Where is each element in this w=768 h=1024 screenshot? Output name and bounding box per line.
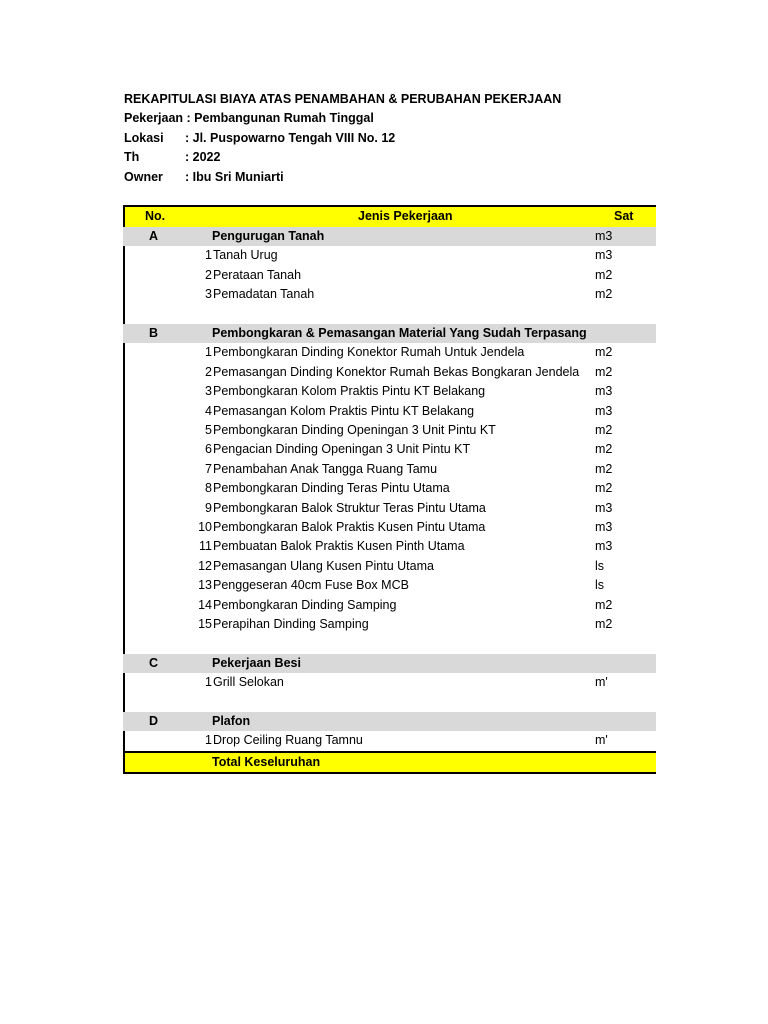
table-row bbox=[123, 460, 656, 479]
section-code: D bbox=[149, 714, 159, 728]
table-row bbox=[123, 343, 656, 362]
table-row bbox=[123, 673, 656, 692]
section-title: Pengurugan Tanah bbox=[212, 229, 325, 243]
item-unit: m2 bbox=[595, 481, 613, 496]
owner-label: Owner bbox=[124, 170, 163, 184]
section-title: Plafon bbox=[212, 714, 251, 728]
item-description: Penggeseran 40cm Fuse Box MCB bbox=[213, 578, 409, 593]
owner-line bbox=[124, 169, 284, 185]
item-description: Pembongkaran Dinding Teras Pintu Utama bbox=[213, 481, 450, 496]
item-number: 8 bbox=[205, 481, 212, 496]
item-description: Perataan Tanah bbox=[213, 267, 302, 282]
item-description: Grill Selokan bbox=[213, 675, 284, 690]
th-label: Th bbox=[124, 150, 140, 164]
item-description: Pembongkaran Balok Praktis Kusen Pintu Utama bbox=[213, 520, 486, 534]
item-description: Pembongkaran Dinding Openingan 3 Unit Pintu KT bbox=[213, 423, 496, 437]
item-description: Pemadatan Tanah bbox=[213, 287, 315, 302]
item-unit: m2 bbox=[595, 364, 613, 379]
table-row bbox=[123, 382, 656, 401]
item-number: 1 bbox=[205, 675, 212, 690]
table-row bbox=[123, 402, 656, 421]
item-description: Perapihan Dinding Samping bbox=[213, 617, 369, 631]
item-description: Drop Ceiling Ruang Tamnu bbox=[213, 733, 363, 748]
lokasi-value: : Jl. Puspowarno Tengah VIII No. 12 bbox=[185, 131, 396, 145]
item-number: 1 bbox=[205, 345, 212, 360]
section-row bbox=[123, 227, 656, 246]
item-unit: m2 bbox=[595, 617, 613, 631]
table-row bbox=[123, 615, 656, 634]
table-row bbox=[123, 363, 656, 382]
table-row bbox=[123, 576, 656, 595]
header-sat: Sat bbox=[614, 209, 634, 223]
item-description: Pengacian Dinding Openingan 3 Unit Pintu KT bbox=[213, 442, 471, 457]
item-number: 11 bbox=[199, 539, 212, 554]
table-row bbox=[123, 440, 656, 459]
header-no: No. bbox=[145, 209, 166, 223]
section-row bbox=[123, 654, 656, 673]
item-number: 12 bbox=[198, 558, 212, 573]
item-unit: m2 bbox=[595, 461, 613, 476]
item-unit: m2 bbox=[595, 597, 613, 612]
item-number: 1 bbox=[205, 248, 212, 263]
item-unit: m3 bbox=[595, 403, 613, 418]
item-number: 3 bbox=[205, 384, 212, 399]
table-row bbox=[123, 518, 656, 537]
item-unit: m3 bbox=[595, 248, 613, 263]
item-description: Tanah Urug bbox=[213, 248, 278, 263]
table-row bbox=[123, 557, 656, 576]
item-description: Pembongkaran Dinding Konektor Rumah Untuk Jendela bbox=[213, 345, 525, 360]
document-title: REKAPITULASI BIAYA ATAS PENAMBAHAN & PERUBAHAN PEKERJAAN bbox=[124, 92, 562, 106]
item-description: Pembuatan Balok Praktis Kusen Pinth Utama bbox=[213, 539, 465, 554]
section-title: Pekerjaan Besi bbox=[212, 655, 301, 670]
item-number: 7 bbox=[205, 461, 212, 476]
item-unit: m3 bbox=[595, 384, 613, 399]
owner-value: : Ibu Sri Muniarti bbox=[185, 170, 284, 184]
th-value: : 2022 bbox=[185, 150, 221, 164]
item-unit: m3 bbox=[595, 539, 613, 554]
item-description: Pembongkaran Balok Struktur Teras Pintu Utama bbox=[213, 500, 486, 515]
item-number: 9 bbox=[205, 500, 212, 515]
section-row bbox=[123, 324, 656, 343]
lokasi-line bbox=[124, 130, 395, 146]
item-description: Pembongkaran Dinding Samping bbox=[213, 597, 397, 612]
item-unit: ls bbox=[595, 578, 605, 593]
item-number: 3 bbox=[205, 287, 212, 302]
section-unit: m3 bbox=[595, 229, 613, 243]
item-number: 5 bbox=[205, 423, 212, 437]
item-number: 15 bbox=[198, 617, 212, 631]
item-unit: m2 bbox=[595, 287, 613, 302]
table-row bbox=[123, 537, 656, 556]
table-row bbox=[123, 731, 656, 750]
lokasi-label: Lokasi bbox=[124, 131, 164, 145]
section-code: A bbox=[149, 229, 159, 243]
item-unit: m' bbox=[595, 733, 608, 748]
section-code: B bbox=[149, 326, 159, 340]
item-description: Pemasangan Ulang Kusen Pintu Utama bbox=[213, 558, 434, 573]
table-row bbox=[123, 421, 656, 440]
item-number: 10 bbox=[198, 520, 212, 534]
item-unit: m2 bbox=[595, 345, 613, 360]
item-unit: m2 bbox=[595, 442, 613, 457]
table-row bbox=[123, 266, 656, 285]
total-label: Total Keseluruhan bbox=[212, 755, 321, 770]
table-row bbox=[123, 285, 656, 304]
table-row bbox=[123, 479, 656, 498]
item-number: 6 bbox=[205, 442, 212, 457]
item-description: Pemasangan Kolom Praktis Pintu KT Belakang bbox=[213, 403, 475, 418]
section-row bbox=[123, 712, 656, 731]
item-description: Pemasangan Dinding Konektor Rumah Bekas Bongkaran Jendela bbox=[213, 364, 580, 379]
section-code: C bbox=[149, 655, 159, 670]
item-number: 4 bbox=[205, 403, 212, 418]
section-title: Pembongkaran & Pemasangan Material Yang Sudah Terpasang bbox=[212, 326, 587, 340]
item-number: 13 bbox=[198, 578, 212, 593]
table-row bbox=[123, 499, 656, 518]
item-unit: m2 bbox=[595, 423, 613, 437]
item-number: 2 bbox=[205, 364, 212, 379]
table-row bbox=[123, 246, 656, 265]
item-unit: m3 bbox=[595, 500, 613, 515]
total-row bbox=[123, 751, 656, 774]
table-row bbox=[123, 596, 656, 615]
item-description: Pembongkaran Kolom Praktis Pintu KT Belakang bbox=[213, 384, 486, 399]
item-unit: ls bbox=[595, 558, 605, 573]
header-jenis-pekerjaan: Jenis Pekerjaan bbox=[358, 209, 453, 223]
table-header bbox=[123, 205, 656, 229]
item-number: 2 bbox=[205, 267, 212, 282]
item-unit: m3 bbox=[595, 520, 613, 534]
pekerjaan-line: Pekerjaan : Pembangunan Rumah Tinggal bbox=[124, 111, 374, 125]
item-description: Penambahan Anak Tangga Ruang Tamu bbox=[213, 461, 438, 476]
item-number: 14 bbox=[198, 597, 212, 612]
item-number: 1 bbox=[205, 733, 212, 748]
th-line bbox=[124, 149, 220, 165]
item-unit: m2 bbox=[595, 267, 613, 282]
item-unit: m' bbox=[595, 675, 608, 690]
